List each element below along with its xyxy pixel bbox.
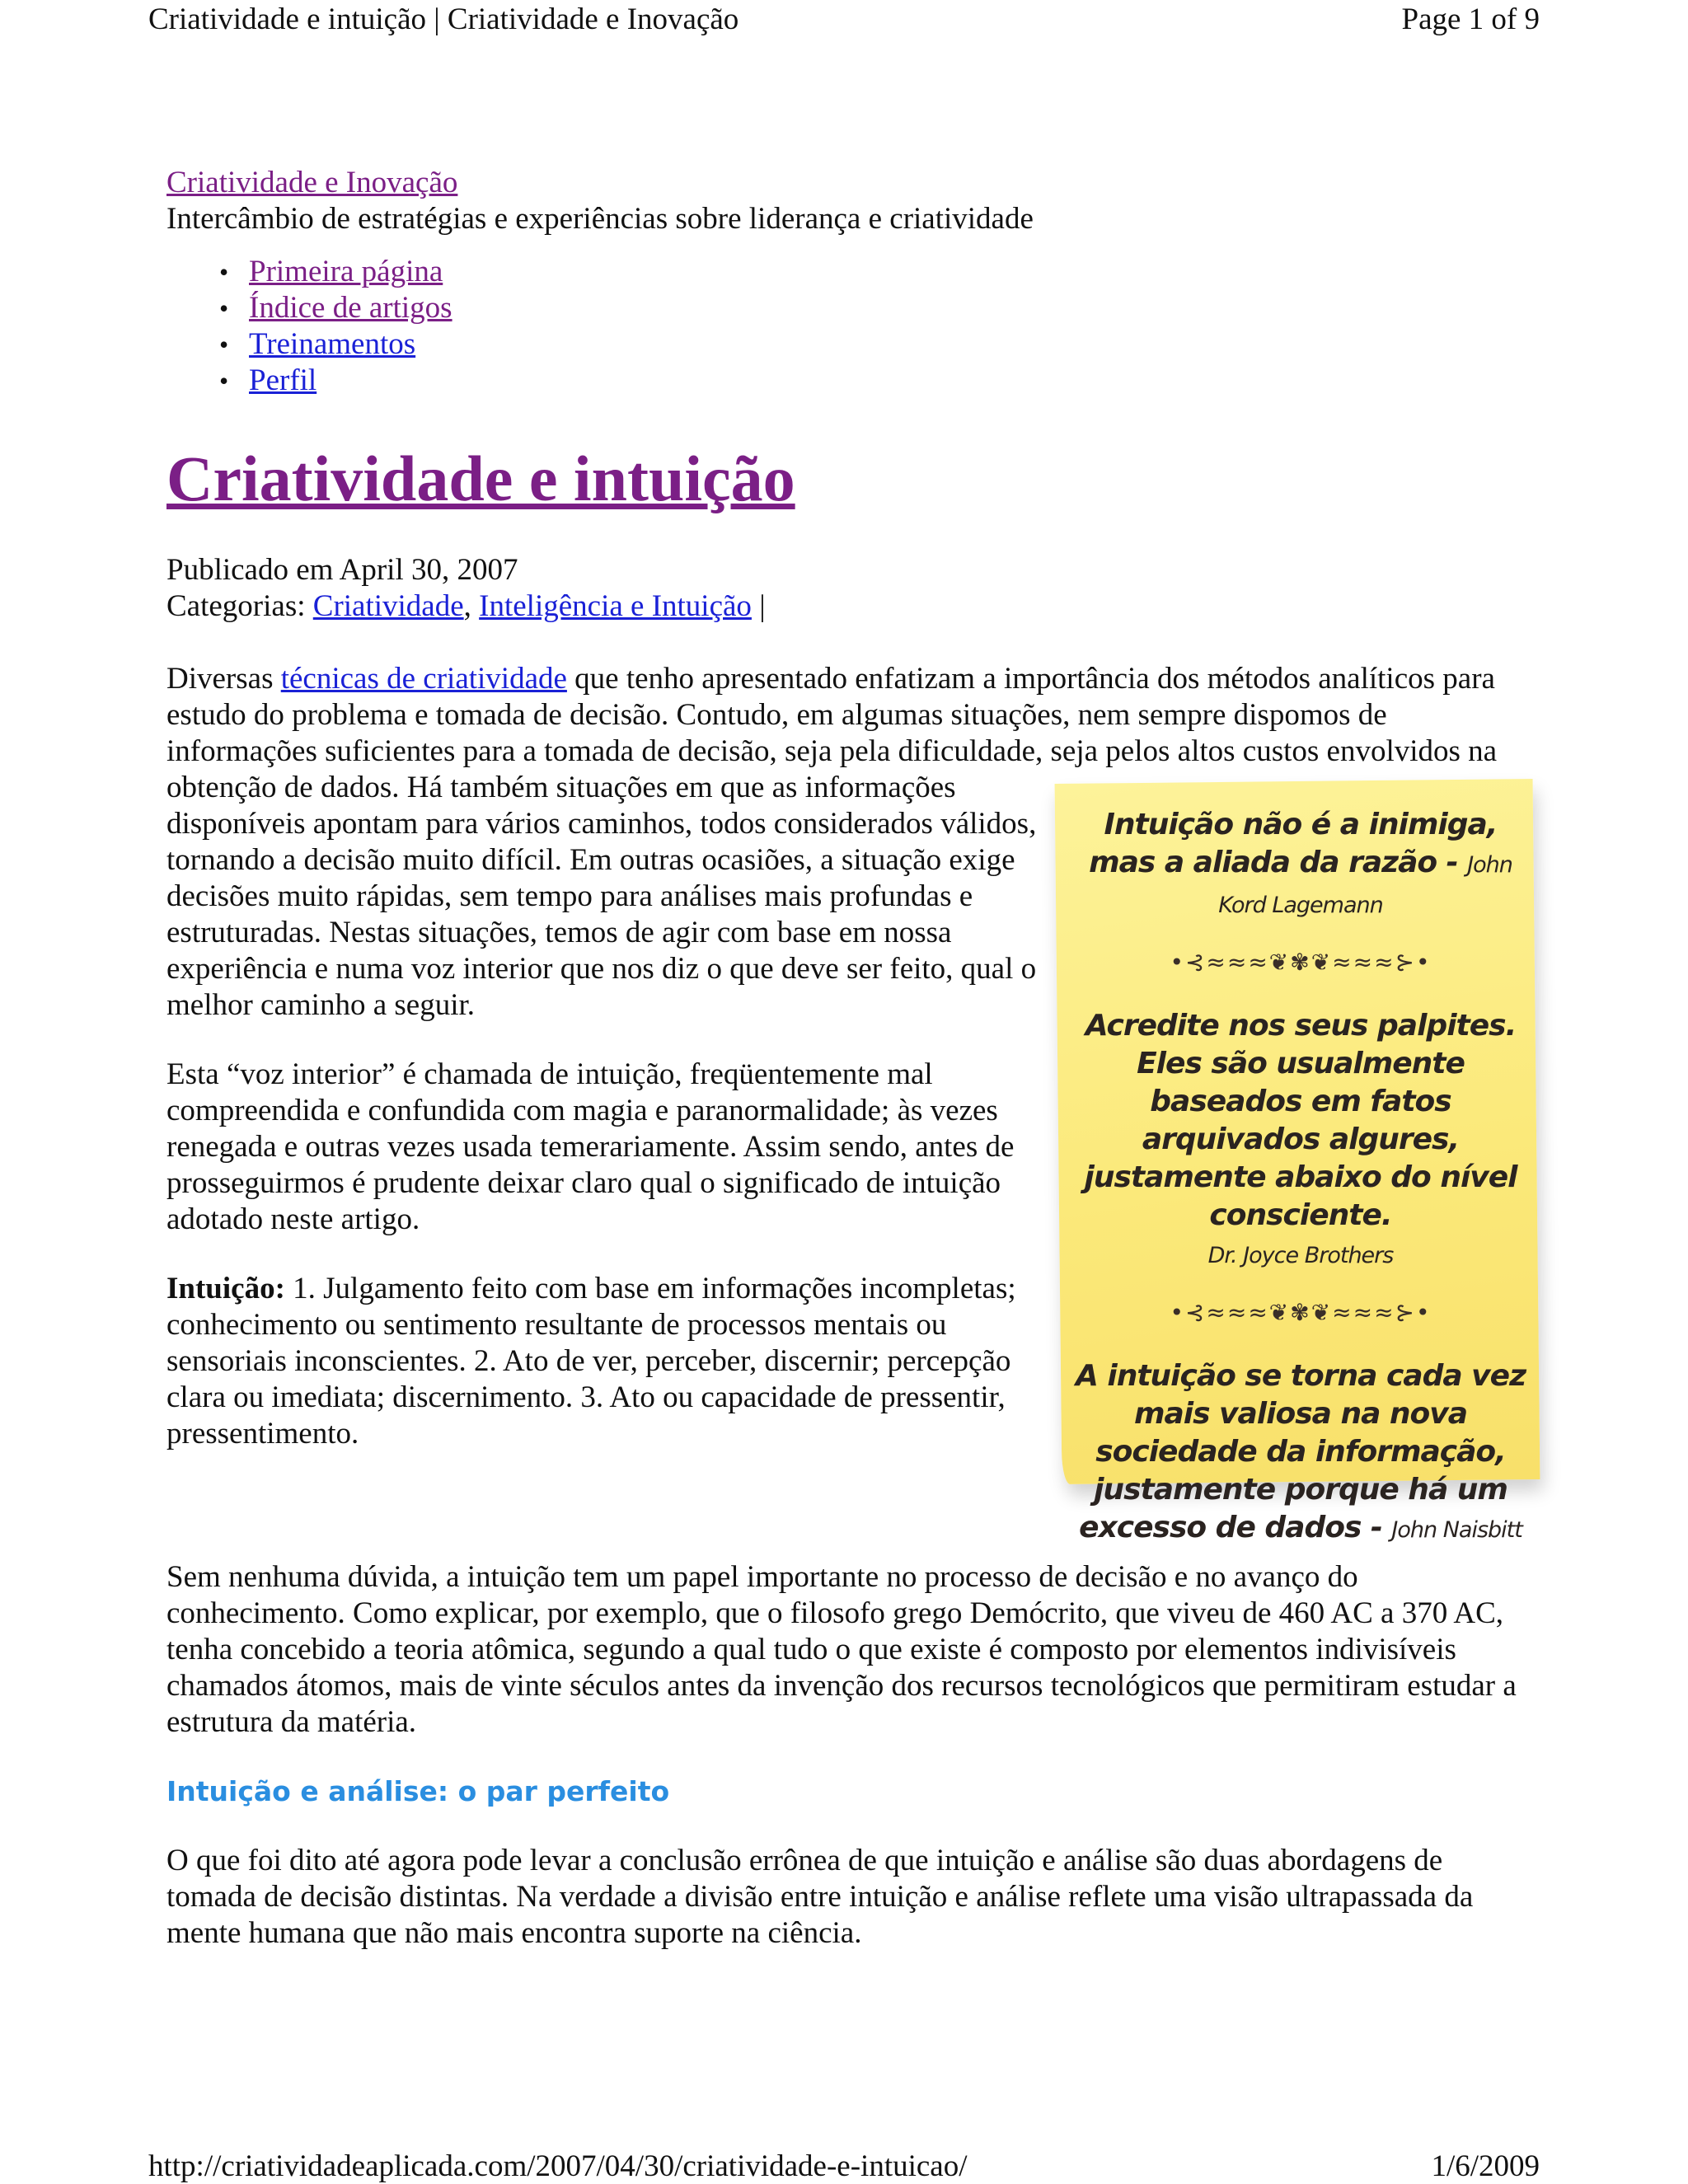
paragraph-democrito: Sem nenhuma dúvida, a intuição tem um papel importante no processo de decisão e no avanço do conhecimento. Como explicar, por exemplo, que o filosofo grego Demócrito, que viveu de 460 AC a 370 AC, tenha concebido a teoria atômica, segundo a qual tudo o que existe é composto por elementos indivisíveis chamados átomos, mais de vinte séculos antes da invenção dos recursos tecnológicos que permitiram estudar a estrutura da matéria.: [166, 1560, 1517, 1739]
post-meta: [166, 552, 1535, 625]
nav-item-indice-de-artigos: [249, 290, 1535, 326]
category-separator: ,: [463, 589, 480, 623]
category-trailing-separator: |: [751, 589, 766, 623]
nav-item-primeira-pagina: [249, 254, 1535, 290]
paragraph-intro-body-part2: Há também situações em que as informações disponíveis apontam para vários caminhos, todos considerados válidos, tornando a decisão muito difícil. Em outras ocasiões, a situação exige decisões muito rápidas, sem tempo para análises mais profundas e estruturadas. Nestas situações, temos de agir com base em nossa experiência e numa voz interior que nos diz o que deve ser feito, qual o melhor caminho a seguir.: [166, 771, 1037, 1022]
nav-link-treinamentos[interactable]: Treinamentos: [249, 327, 416, 361]
site-title-link[interactable]: Criatividade e Inovação: [166, 166, 458, 199]
page-content: [166, 165, 1535, 1952]
ornament-divider-icon: •⊰≈≈≈❦✾❦≈≈≈⊱•: [1170, 949, 1432, 976]
nav-link-primeira-pagina[interactable]: Primeira página: [249, 255, 443, 288]
category-link-inteligencia-e-intuicao[interactable]: Inteligência e Intuição: [479, 589, 752, 623]
quote-2-text: Acredite nos seus palpites. Eles são usualmente baseados em fatos arquivados algures, justamente abaixo do nível consciente.: [1084, 1009, 1517, 1232]
quote-3: [1070, 1357, 1531, 1549]
nav-menu: [166, 254, 1535, 399]
page-indicator: Page 1 of 9: [1401, 2, 1540, 36]
footer-date: 1/6/2009: [1431, 2149, 1540, 2183]
definition-text: 1. Julgamento feito com base em informações incompletas; conhecimento ou sentimento resultante de processos mentais ou sensoriais inconscientes. 2. Ato de ver, perceber, discernir; percepção clara ou imediata; discernimento. 3. Ato ou capacidade de pressentir, pressentimento.: [166, 1272, 1016, 1451]
post-categories: [166, 588, 1535, 625]
sticky-note-quotes-image: [1053, 781, 1540, 1544]
footer-url: http://criatividadeaplicada.com/2007/04/30/criatividade-e-intuicao/: [148, 2149, 968, 2183]
nav-link-perfil[interactable]: Perfil: [249, 363, 317, 397]
post-published-date: Publicado em April 30, 2007: [166, 553, 518, 587]
paragraph-intuicao-analise: O que foi dito até agora pode levar a conclusão errônea de que intuição e análise são duas abordagens de tomada de decisão distintas. Na verdade a divisão entre intuição e análise reflete uma visão ultrapassada da mente humana que não mais encontra suporte na ciência.: [166, 1844, 1474, 1950]
section-heading: Intuição e análise: o par perfeito: [166, 1775, 670, 1807]
site-tagline: Intercâmbio de estratégias e experiências sobre liderança e criatividade: [166, 202, 1034, 236]
sticky-note-text: [1070, 806, 1531, 1549]
paragraph-intro-body-part1: que tenho apresentado enfatizam a importância dos métodos analíticos para estudo do problema e tomada de decisão. Contudo, em algumas situações, nem sempre dispomos de informações suficientes para a tomada de decisão, seja pela dificuldade, seja pelos altos custos envolvidos na obtenção de dados.: [166, 662, 1498, 804]
nav-link-indice-de-artigos[interactable]: Índice de artigos: [249, 291, 452, 325]
quote-2: [1070, 1007, 1531, 1275]
paragraph-voz-interior: Esta “voz interior” é chamada de intuição, freqüentemente mal compreendida e confundida com magia e paranormalidade; às vezes renegada e outras vezes usada temerariamente. Assim sendo, antes de prosseguirmos é prudente deixar claro qual o significado de intuição adotado neste artigo.: [166, 1057, 1015, 1236]
quote-2-author: Dr. Joyce Brothers: [1207, 1243, 1394, 1268]
ornament-divider-icon: •⊰≈≈≈❦✾❦≈≈≈⊱•: [1170, 1299, 1432, 1326]
quote-1: [1070, 806, 1531, 925]
quote-3-author: John Naisbitt: [1391, 1517, 1522, 1543]
link-tecnicas-de-criatividade[interactable]: técnicas de criatividade: [280, 662, 567, 696]
nav-item-perfil: [249, 363, 1535, 399]
definition-term: Intuição:: [166, 1272, 285, 1305]
category-link-criatividade[interactable]: Criatividade: [312, 589, 464, 623]
quote-1-author: John Kord Lagemann: [1218, 852, 1512, 918]
document-header-title: Criatividade e intuição | Criatividade e Inovação: [148, 2, 739, 36]
post-title-link[interactable]: Criatividade e intuição: [166, 443, 795, 514]
categories-label: Categorias:: [166, 589, 306, 623]
nav-item-treinamentos: [249, 326, 1535, 363]
quote-1-text: Intuição não é a inimiga, mas a aliada da razão -: [1089, 808, 1498, 879]
quote-3-text: A intuição se torna cada vez mais valiosa na nova sociedade da informação, justamente porque há um excesso de dados -: [1075, 1359, 1526, 1544]
paragraph-intro-lead: Diversas: [166, 662, 281, 696]
